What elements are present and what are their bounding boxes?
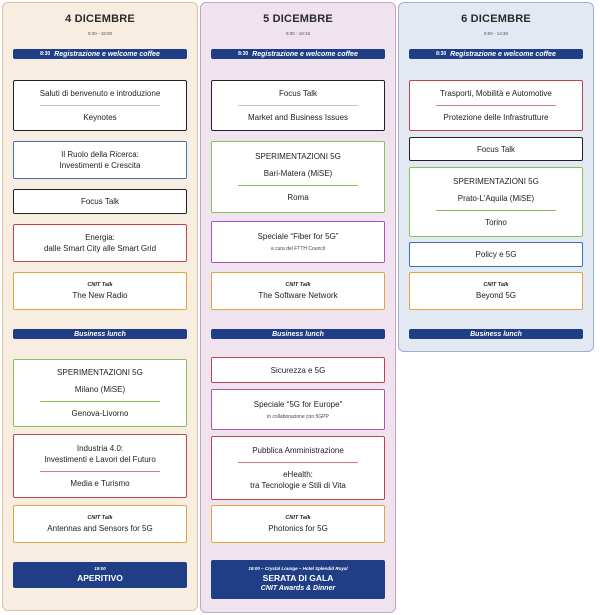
session-divider xyxy=(40,471,160,472)
session-card-energia[interactable] xyxy=(13,224,187,262)
session-card-fiber-for-5g[interactable] xyxy=(211,221,385,263)
session-title-line2: Investimenti e Lavori del Futuro xyxy=(44,455,156,464)
session-title: Antennas and Sensors for 5G xyxy=(47,524,153,533)
session-title: Beyond 5G xyxy=(475,291,517,300)
session-title: Speciale “Fiber for 5G” xyxy=(257,232,339,241)
aperitivo-banner[interactable] xyxy=(13,562,187,588)
session-card-focus-talk-market[interactable] xyxy=(211,80,385,131)
session-divider xyxy=(436,105,556,106)
business-lunch-bar xyxy=(13,329,187,339)
cnit-talk-label: CNIT Talk xyxy=(285,282,311,288)
lunch-label: Business lunch xyxy=(272,330,324,338)
gala-time-location: 19:00 – Crystal Lounge – Hotel Splendid Royal xyxy=(248,565,348,571)
session-title: Focus Talk xyxy=(278,89,318,98)
session-card-cnit-talk-new-radio[interactable] xyxy=(13,272,187,310)
session-title: The New Radio xyxy=(72,291,128,300)
session-note: in collaborazione con 5GPP xyxy=(267,413,329,420)
cnit-talk-label: CNIT Talk xyxy=(87,282,113,288)
day-title: 6 DICEMBRE xyxy=(461,13,531,25)
business-lunch-bar xyxy=(211,329,385,339)
session-card-cnit-talk-antennas[interactable] xyxy=(13,505,187,543)
day-column-5-dicembre xyxy=(200,2,396,613)
session-title-line1: Industria 4.0: xyxy=(76,444,124,453)
session-title-line2: dalle Smart City alle Smart Grid xyxy=(43,244,157,253)
session-card-keynotes[interactable] xyxy=(13,80,187,131)
session-title: The Software Network xyxy=(258,291,338,300)
session-divider xyxy=(40,401,160,402)
session-note: a cura del FTTH Council xyxy=(270,246,326,252)
cnit-talk-label: CNIT Talk xyxy=(285,515,311,521)
session-card-sicurezza[interactable] xyxy=(211,357,385,383)
session-subtitle-line1: eHealth: xyxy=(283,470,313,479)
day-title: 5 DICEMBRE xyxy=(263,13,333,25)
day-time: 9:00 - 14:30 xyxy=(483,31,509,36)
session-card-focus-talk[interactable] xyxy=(13,189,187,214)
cnit-talk-label: CNIT Talk xyxy=(483,282,509,288)
session-title-line1: SPERIMENTAZIONI 5G xyxy=(57,368,143,377)
session-title-line1: Il Ruolo della Ricerca: xyxy=(61,150,139,159)
welcome-bar xyxy=(409,49,583,59)
session-title-line2: Investimenti e Crescita xyxy=(59,161,141,170)
welcome-label: Registrazione e welcome coffee xyxy=(450,50,556,58)
day-title: 4 DICEMBRE xyxy=(65,13,135,25)
session-title: Pubblica Amministrazione xyxy=(252,446,344,455)
day-time: 9:30 - 18:00 xyxy=(87,31,113,36)
aperitivo-label: APERITIVO xyxy=(77,573,123,583)
welcome-time: 8:30 xyxy=(436,51,447,57)
session-divider xyxy=(238,185,358,186)
session-title: Focus Talk xyxy=(476,144,516,154)
session-card-industria[interactable] xyxy=(13,434,187,498)
session-title-line2: Prato-L’Aquila (MiSE) xyxy=(457,194,535,203)
session-card-cnit-talk-photonics[interactable] xyxy=(211,505,385,543)
welcome-time: 8:30 xyxy=(238,51,249,57)
session-card-sperimentazioni-bari[interactable] xyxy=(211,141,385,213)
session-card-sperimentazioni-prato[interactable] xyxy=(409,167,583,237)
session-title: Trasporti, Mobilità e Automotive xyxy=(440,89,552,98)
session-subtitle: Market and Business Issues xyxy=(247,113,349,122)
welcome-label: Registrazione e welcome coffee xyxy=(54,50,160,58)
gala-subtitle: CNIT Awards & Dinner xyxy=(260,584,336,592)
business-lunch-bar xyxy=(409,329,583,339)
day-time: 9:30 - 18:15 xyxy=(285,31,311,36)
session-title-line1: SPERIMENTAZIONI 5G xyxy=(453,177,539,186)
session-card-focus-talk[interactable] xyxy=(409,137,583,161)
session-subtitle: Roma xyxy=(287,193,309,202)
welcome-bar xyxy=(211,49,385,59)
session-divider xyxy=(436,210,556,211)
session-title: Sicurezza e 5G xyxy=(270,365,326,375)
day-column-6-dicembre xyxy=(398,2,594,352)
session-card-pubblica-amministrazione[interactable] xyxy=(211,436,385,500)
session-subtitle-line2: tra Tecnologie e Stili di Vita xyxy=(250,481,346,490)
session-title-line2: Milano (MiSE) xyxy=(74,385,126,394)
session-title-line1: Energia: xyxy=(85,233,115,242)
lunch-label: Business lunch xyxy=(470,330,522,338)
session-title: Focus Talk xyxy=(80,197,120,206)
session-divider xyxy=(238,462,358,463)
session-subtitle: Torino xyxy=(485,218,507,227)
session-card-5g-for-europe[interactable] xyxy=(211,389,385,430)
gala-label: SERATA DI GALA xyxy=(262,572,334,583)
session-card-trasporti[interactable] xyxy=(409,80,583,131)
welcome-label: Registrazione e welcome coffee xyxy=(252,50,358,58)
session-divider xyxy=(40,105,160,106)
session-subtitle: Genova-Livorno xyxy=(71,409,129,418)
session-subtitle: Keynotes xyxy=(83,113,117,122)
lunch-label: Business lunch xyxy=(74,330,126,338)
session-subtitle: Media e Turismo xyxy=(70,479,130,488)
session-title-line2: Bari-Matera (MiSE) xyxy=(263,169,333,178)
session-title: Photonics for 5G xyxy=(268,524,328,533)
cnit-talk-label: CNIT Talk xyxy=(87,515,113,521)
serata-di-gala-banner[interactable] xyxy=(211,560,385,599)
session-card-cnit-talk-beyond[interactable] xyxy=(409,272,583,310)
session-card-policy[interactable] xyxy=(409,242,583,267)
session-card-cnit-talk-software[interactable] xyxy=(211,272,385,310)
session-title-line1: SPERIMENTAZIONI 5G xyxy=(255,152,341,161)
session-card-sperimentazioni-milano[interactable] xyxy=(13,359,187,427)
day-column-4-dicembre xyxy=(2,2,198,611)
welcome-bar xyxy=(13,49,187,59)
session-subtitle: Protezione delle Infrastrutture xyxy=(443,113,549,122)
aperitivo-time: 19:00 xyxy=(94,566,106,571)
session-title: Policy e 5G xyxy=(475,250,517,259)
session-title: Speciale “5G for Europe” xyxy=(253,399,343,409)
session-title: Saluti di benvenuto e introduzione xyxy=(39,89,161,98)
welcome-time: 8:30 xyxy=(40,51,51,57)
session-divider xyxy=(238,105,358,106)
session-card-ricerca[interactable] xyxy=(13,141,187,179)
